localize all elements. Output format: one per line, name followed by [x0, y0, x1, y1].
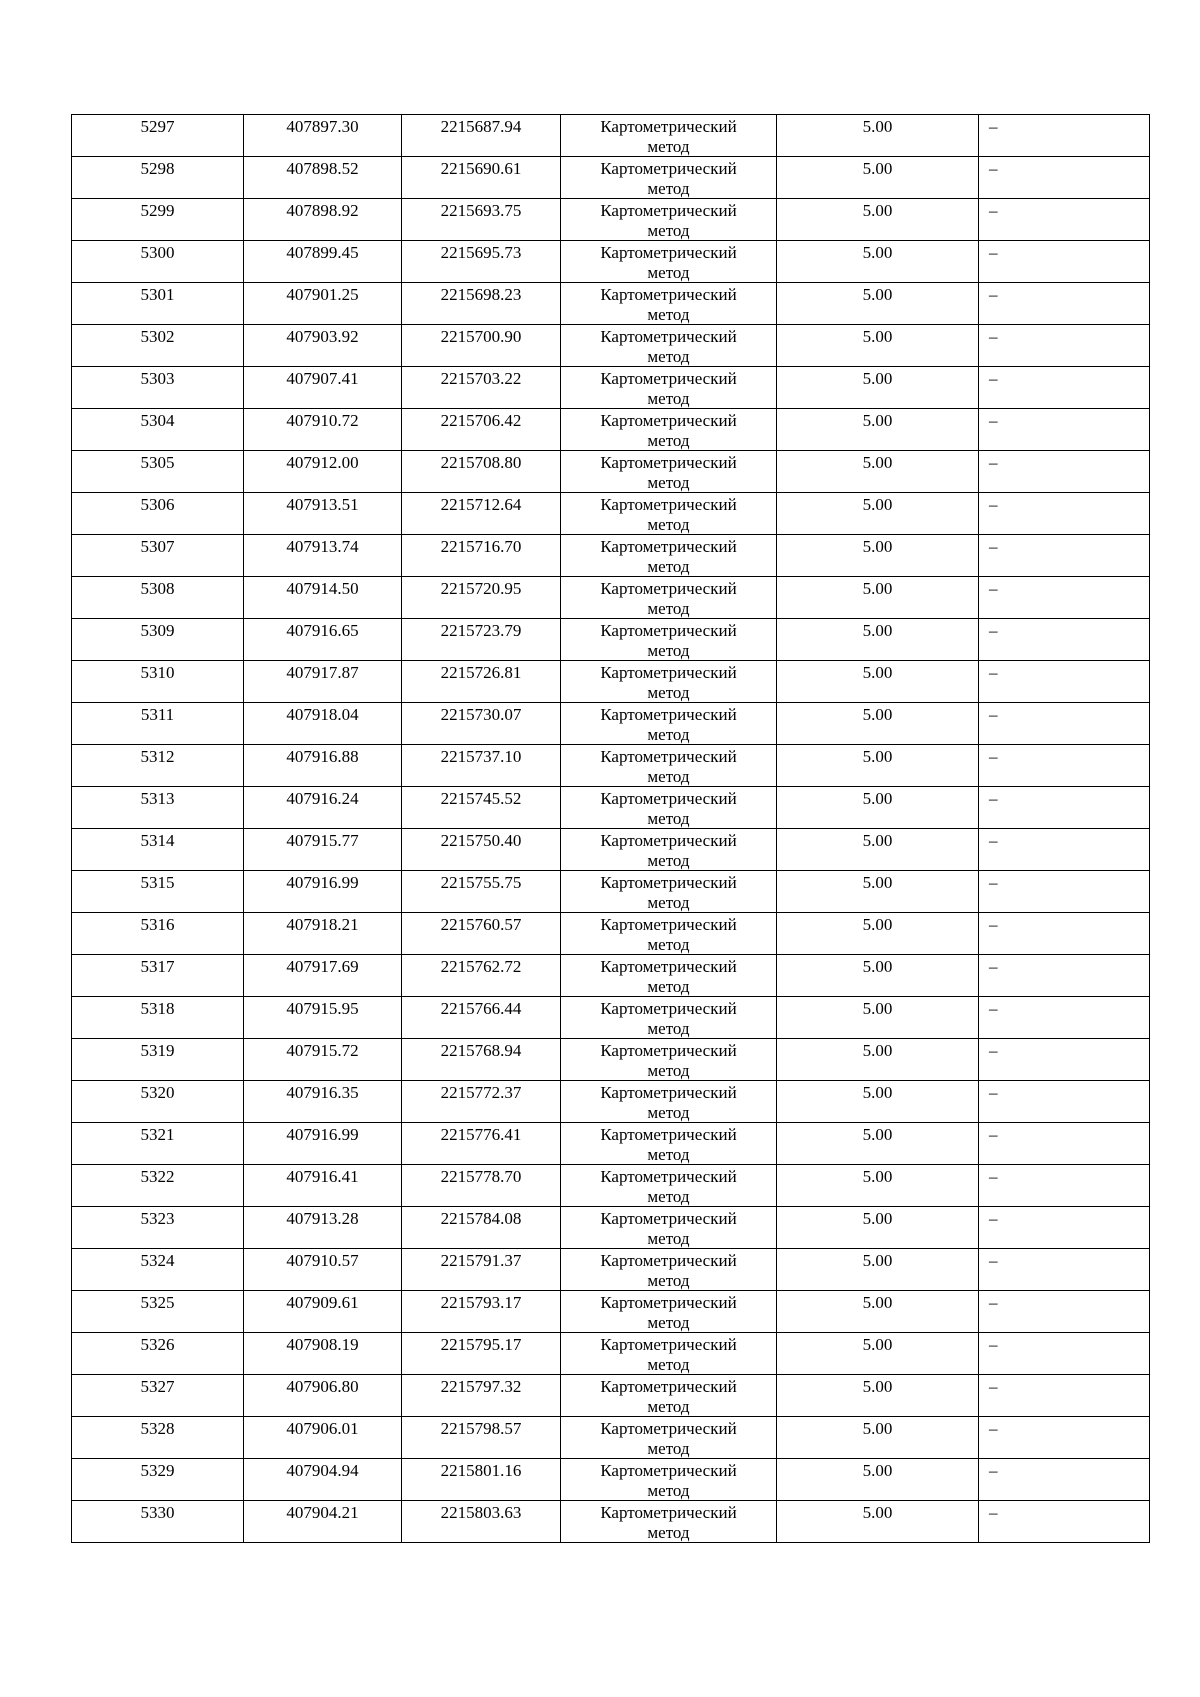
accuracy-cell: 5.00	[777, 1375, 979, 1417]
description-cell: –	[979, 283, 1150, 325]
accuracy-cell: 5.00	[777, 535, 979, 577]
point-number-cell: 5322	[72, 1165, 244, 1207]
point-number-cell: 5327	[72, 1375, 244, 1417]
y-coordinate-cell: 2215797.32	[402, 1375, 561, 1417]
y-coordinate-cell: 2215766.44	[402, 997, 561, 1039]
method-cell: Картометрический метод	[561, 1207, 777, 1249]
point-number-cell: 5329	[72, 1459, 244, 1501]
point-number-cell: 5301	[72, 283, 244, 325]
accuracy-cell: 5.00	[777, 913, 979, 955]
description-cell: –	[979, 1375, 1150, 1417]
table-row	[72, 283, 1150, 325]
table-row	[72, 1459, 1150, 1501]
y-coordinate-cell: 2215693.75	[402, 199, 561, 241]
x-coordinate-cell: 407897.30	[244, 115, 402, 157]
table-row	[72, 955, 1150, 997]
table-row	[72, 619, 1150, 661]
x-coordinate-cell: 407907.41	[244, 367, 402, 409]
method-cell: Картометрический метод	[561, 1165, 777, 1207]
table-row	[72, 1081, 1150, 1123]
method-cell: Картометрический метод	[561, 1249, 777, 1291]
y-coordinate-cell: 2215778.70	[402, 1165, 561, 1207]
method-cell: Картометрический метод	[561, 1039, 777, 1081]
description-cell: –	[979, 703, 1150, 745]
y-coordinate-cell: 2215772.37	[402, 1081, 561, 1123]
x-coordinate-cell: 407906.80	[244, 1375, 402, 1417]
accuracy-cell: 5.00	[777, 493, 979, 535]
table-row	[72, 1417, 1150, 1459]
point-number-cell: 5297	[72, 115, 244, 157]
method-cell: Картометрический метод	[561, 1333, 777, 1375]
table-row	[72, 787, 1150, 829]
method-cell: Картометрический метод	[561, 1123, 777, 1165]
point-number-cell: 5315	[72, 871, 244, 913]
accuracy-cell: 5.00	[777, 1249, 979, 1291]
table-row	[72, 997, 1150, 1039]
accuracy-cell: 5.00	[777, 997, 979, 1039]
description-cell: –	[979, 367, 1150, 409]
x-coordinate-cell: 407913.28	[244, 1207, 402, 1249]
table-row	[72, 157, 1150, 199]
point-number-cell: 5326	[72, 1333, 244, 1375]
y-coordinate-cell: 2215723.79	[402, 619, 561, 661]
y-coordinate-cell: 2215695.73	[402, 241, 561, 283]
description-cell: –	[979, 829, 1150, 871]
description-cell: –	[979, 745, 1150, 787]
x-coordinate-cell: 407916.65	[244, 619, 402, 661]
table-row	[72, 703, 1150, 745]
table-row	[72, 1165, 1150, 1207]
y-coordinate-cell: 2215755.75	[402, 871, 561, 913]
point-number-cell: 5323	[72, 1207, 244, 1249]
accuracy-cell: 5.00	[777, 1501, 979, 1543]
y-coordinate-cell: 2215791.37	[402, 1249, 561, 1291]
accuracy-cell: 5.00	[777, 619, 979, 661]
description-cell: –	[979, 1291, 1150, 1333]
method-cell: Картометрический метод	[561, 577, 777, 619]
method-cell: Картометрический метод	[561, 451, 777, 493]
method-cell: Картометрический метод	[561, 283, 777, 325]
x-coordinate-cell: 407899.45	[244, 241, 402, 283]
description-cell: –	[979, 1333, 1150, 1375]
y-coordinate-cell: 2215698.23	[402, 283, 561, 325]
point-number-cell: 5309	[72, 619, 244, 661]
table-row	[72, 409, 1150, 451]
table-row	[72, 1207, 1150, 1249]
point-number-cell: 5320	[72, 1081, 244, 1123]
description-cell: –	[979, 325, 1150, 367]
description-cell: –	[979, 1039, 1150, 1081]
method-cell: Картометрический метод	[561, 619, 777, 661]
point-number-cell: 5302	[72, 325, 244, 367]
table-row	[72, 115, 1150, 157]
method-cell: Картометрический метод	[561, 829, 777, 871]
point-number-cell: 5298	[72, 157, 244, 199]
y-coordinate-cell: 2215776.41	[402, 1123, 561, 1165]
x-coordinate-cell: 407914.50	[244, 577, 402, 619]
method-cell: Картометрический метод	[561, 661, 777, 703]
x-coordinate-cell: 407910.57	[244, 1249, 402, 1291]
description-cell: –	[979, 871, 1150, 913]
x-coordinate-cell: 407904.94	[244, 1459, 402, 1501]
y-coordinate-cell: 2215793.17	[402, 1291, 561, 1333]
x-coordinate-cell: 407913.51	[244, 493, 402, 535]
point-number-cell: 5300	[72, 241, 244, 283]
accuracy-cell: 5.00	[777, 1333, 979, 1375]
point-number-cell: 5314	[72, 829, 244, 871]
y-coordinate-cell: 2215784.08	[402, 1207, 561, 1249]
y-coordinate-cell: 2215703.22	[402, 367, 561, 409]
point-number-cell: 5321	[72, 1123, 244, 1165]
table-row	[72, 493, 1150, 535]
x-coordinate-cell: 407916.41	[244, 1165, 402, 1207]
method-cell: Картометрический метод	[561, 1375, 777, 1417]
description-cell: –	[979, 199, 1150, 241]
y-coordinate-cell: 2215706.42	[402, 409, 561, 451]
description-cell: –	[979, 1417, 1150, 1459]
y-coordinate-cell: 2215803.63	[402, 1501, 561, 1543]
description-cell: –	[979, 577, 1150, 619]
point-number-cell: 5312	[72, 745, 244, 787]
table-row	[72, 1291, 1150, 1333]
method-cell: Картометрический метод	[561, 1417, 777, 1459]
method-cell: Картометрический метод	[561, 1291, 777, 1333]
point-number-cell: 5310	[72, 661, 244, 703]
method-cell: Картометрический метод	[561, 325, 777, 367]
accuracy-cell: 5.00	[777, 241, 979, 283]
accuracy-cell: 5.00	[777, 283, 979, 325]
x-coordinate-cell: 407910.72	[244, 409, 402, 451]
table-row	[72, 325, 1150, 367]
accuracy-cell: 5.00	[777, 1123, 979, 1165]
x-coordinate-cell: 407916.35	[244, 1081, 402, 1123]
method-cell: Картометрический метод	[561, 1501, 777, 1543]
x-coordinate-cell: 407909.61	[244, 1291, 402, 1333]
table-row	[72, 1249, 1150, 1291]
x-coordinate-cell: 407916.99	[244, 871, 402, 913]
x-coordinate-cell: 407918.21	[244, 913, 402, 955]
description-cell: –	[979, 1501, 1150, 1543]
accuracy-cell: 5.00	[777, 955, 979, 997]
table-row	[72, 1333, 1150, 1375]
accuracy-cell: 5.00	[777, 1417, 979, 1459]
description-cell: –	[979, 1207, 1150, 1249]
description-cell: –	[979, 997, 1150, 1039]
point-number-cell: 5319	[72, 1039, 244, 1081]
method-cell: Картометрический метод	[561, 493, 777, 535]
table-row	[72, 1375, 1150, 1417]
point-number-cell: 5317	[72, 955, 244, 997]
method-cell: Картометрический метод	[561, 409, 777, 451]
accuracy-cell: 5.00	[777, 409, 979, 451]
method-cell: Картометрический метод	[561, 871, 777, 913]
table-row	[72, 871, 1150, 913]
accuracy-cell: 5.00	[777, 1039, 979, 1081]
method-cell: Картометрический метод	[561, 997, 777, 1039]
accuracy-cell: 5.00	[777, 1291, 979, 1333]
y-coordinate-cell: 2215712.64	[402, 493, 561, 535]
accuracy-cell: 5.00	[777, 325, 979, 367]
x-coordinate-cell: 407903.92	[244, 325, 402, 367]
point-number-cell: 5307	[72, 535, 244, 577]
accuracy-cell: 5.00	[777, 871, 979, 913]
y-coordinate-cell: 2215700.90	[402, 325, 561, 367]
accuracy-cell: 5.00	[777, 451, 979, 493]
table-row	[72, 535, 1150, 577]
table-row	[72, 367, 1150, 409]
accuracy-cell: 5.00	[777, 1081, 979, 1123]
y-coordinate-cell: 2215798.57	[402, 1417, 561, 1459]
accuracy-cell: 5.00	[777, 1459, 979, 1501]
x-coordinate-cell: 407901.25	[244, 283, 402, 325]
description-cell: –	[979, 115, 1150, 157]
method-cell: Картометрический метод	[561, 157, 777, 199]
description-cell: –	[979, 787, 1150, 829]
description-cell: –	[979, 1459, 1150, 1501]
point-number-cell: 5304	[72, 409, 244, 451]
x-coordinate-cell: 407898.52	[244, 157, 402, 199]
method-cell: Картометрический метод	[561, 241, 777, 283]
description-cell: –	[979, 493, 1150, 535]
description-cell: –	[979, 661, 1150, 703]
table-row	[72, 1039, 1150, 1081]
y-coordinate-cell: 2215687.94	[402, 115, 561, 157]
description-cell: –	[979, 1249, 1150, 1291]
point-number-cell: 5303	[72, 367, 244, 409]
x-coordinate-cell: 407918.04	[244, 703, 402, 745]
y-coordinate-cell: 2215708.80	[402, 451, 561, 493]
accuracy-cell: 5.00	[777, 199, 979, 241]
y-coordinate-cell: 2215768.94	[402, 1039, 561, 1081]
accuracy-cell: 5.00	[777, 157, 979, 199]
accuracy-cell: 5.00	[777, 703, 979, 745]
method-cell: Картометрический метод	[561, 115, 777, 157]
point-number-cell: 5328	[72, 1417, 244, 1459]
method-cell: Картометрический метод	[561, 367, 777, 409]
point-number-cell: 5313	[72, 787, 244, 829]
y-coordinate-cell: 2215737.10	[402, 745, 561, 787]
accuracy-cell: 5.00	[777, 115, 979, 157]
point-number-cell: 5308	[72, 577, 244, 619]
accuracy-cell: 5.00	[777, 577, 979, 619]
description-cell: –	[979, 913, 1150, 955]
description-cell: –	[979, 241, 1150, 283]
description-cell: –	[979, 157, 1150, 199]
table-row	[72, 1501, 1150, 1543]
description-cell: –	[979, 451, 1150, 493]
description-cell: –	[979, 535, 1150, 577]
method-cell: Картометрический метод	[561, 955, 777, 997]
x-coordinate-cell: 407912.00	[244, 451, 402, 493]
x-coordinate-cell: 407917.87	[244, 661, 402, 703]
coordinates-table	[71, 114, 1150, 1543]
y-coordinate-cell: 2215760.57	[402, 913, 561, 955]
accuracy-cell: 5.00	[777, 367, 979, 409]
x-coordinate-cell: 407916.24	[244, 787, 402, 829]
table-row	[72, 577, 1150, 619]
method-cell: Картометрический метод	[561, 913, 777, 955]
y-coordinate-cell: 2215750.40	[402, 829, 561, 871]
y-coordinate-cell: 2215745.52	[402, 787, 561, 829]
x-coordinate-cell: 407916.99	[244, 1123, 402, 1165]
y-coordinate-cell: 2215726.81	[402, 661, 561, 703]
description-cell: –	[979, 409, 1150, 451]
method-cell: Картометрический метод	[561, 1081, 777, 1123]
y-coordinate-cell: 2215690.61	[402, 157, 561, 199]
method-cell: Картометрический метод	[561, 787, 777, 829]
table-row	[72, 451, 1150, 493]
table-row	[72, 661, 1150, 703]
accuracy-cell: 5.00	[777, 1165, 979, 1207]
x-coordinate-cell: 407916.88	[244, 745, 402, 787]
accuracy-cell: 5.00	[777, 661, 979, 703]
method-cell: Картометрический метод	[561, 745, 777, 787]
point-number-cell: 5311	[72, 703, 244, 745]
method-cell: Картометрический метод	[561, 1459, 777, 1501]
point-number-cell: 5325	[72, 1291, 244, 1333]
table-row	[72, 1123, 1150, 1165]
point-number-cell: 5324	[72, 1249, 244, 1291]
table-row	[72, 241, 1150, 283]
x-coordinate-cell: 407906.01	[244, 1417, 402, 1459]
table-row	[72, 745, 1150, 787]
x-coordinate-cell: 407908.19	[244, 1333, 402, 1375]
method-cell: Картометрический метод	[561, 199, 777, 241]
y-coordinate-cell: 2215801.16	[402, 1459, 561, 1501]
x-coordinate-cell: 407917.69	[244, 955, 402, 997]
accuracy-cell: 5.00	[777, 745, 979, 787]
method-cell: Картометрический метод	[561, 703, 777, 745]
accuracy-cell: 5.00	[777, 787, 979, 829]
point-number-cell: 5318	[72, 997, 244, 1039]
x-coordinate-cell: 407915.95	[244, 997, 402, 1039]
x-coordinate-cell: 407915.72	[244, 1039, 402, 1081]
coordinates-table-body	[72, 115, 1150, 1543]
accuracy-cell: 5.00	[777, 1207, 979, 1249]
x-coordinate-cell: 407915.77	[244, 829, 402, 871]
y-coordinate-cell: 2215716.70	[402, 535, 561, 577]
y-coordinate-cell: 2215762.72	[402, 955, 561, 997]
x-coordinate-cell: 407898.92	[244, 199, 402, 241]
table-row	[72, 913, 1150, 955]
description-cell: –	[979, 619, 1150, 661]
x-coordinate-cell: 407904.21	[244, 1501, 402, 1543]
method-cell: Картометрический метод	[561, 535, 777, 577]
point-number-cell: 5305	[72, 451, 244, 493]
y-coordinate-cell: 2215730.07	[402, 703, 561, 745]
y-coordinate-cell: 2215795.17	[402, 1333, 561, 1375]
description-cell: –	[979, 955, 1150, 997]
point-number-cell: 5306	[72, 493, 244, 535]
description-cell: –	[979, 1081, 1150, 1123]
point-number-cell: 5316	[72, 913, 244, 955]
point-number-cell: 5299	[72, 199, 244, 241]
accuracy-cell: 5.00	[777, 829, 979, 871]
description-cell: –	[979, 1123, 1150, 1165]
y-coordinate-cell: 2215720.95	[402, 577, 561, 619]
table-row	[72, 199, 1150, 241]
point-number-cell: 5330	[72, 1501, 244, 1543]
description-cell: –	[979, 1165, 1150, 1207]
x-coordinate-cell: 407913.74	[244, 535, 402, 577]
table-row	[72, 829, 1150, 871]
